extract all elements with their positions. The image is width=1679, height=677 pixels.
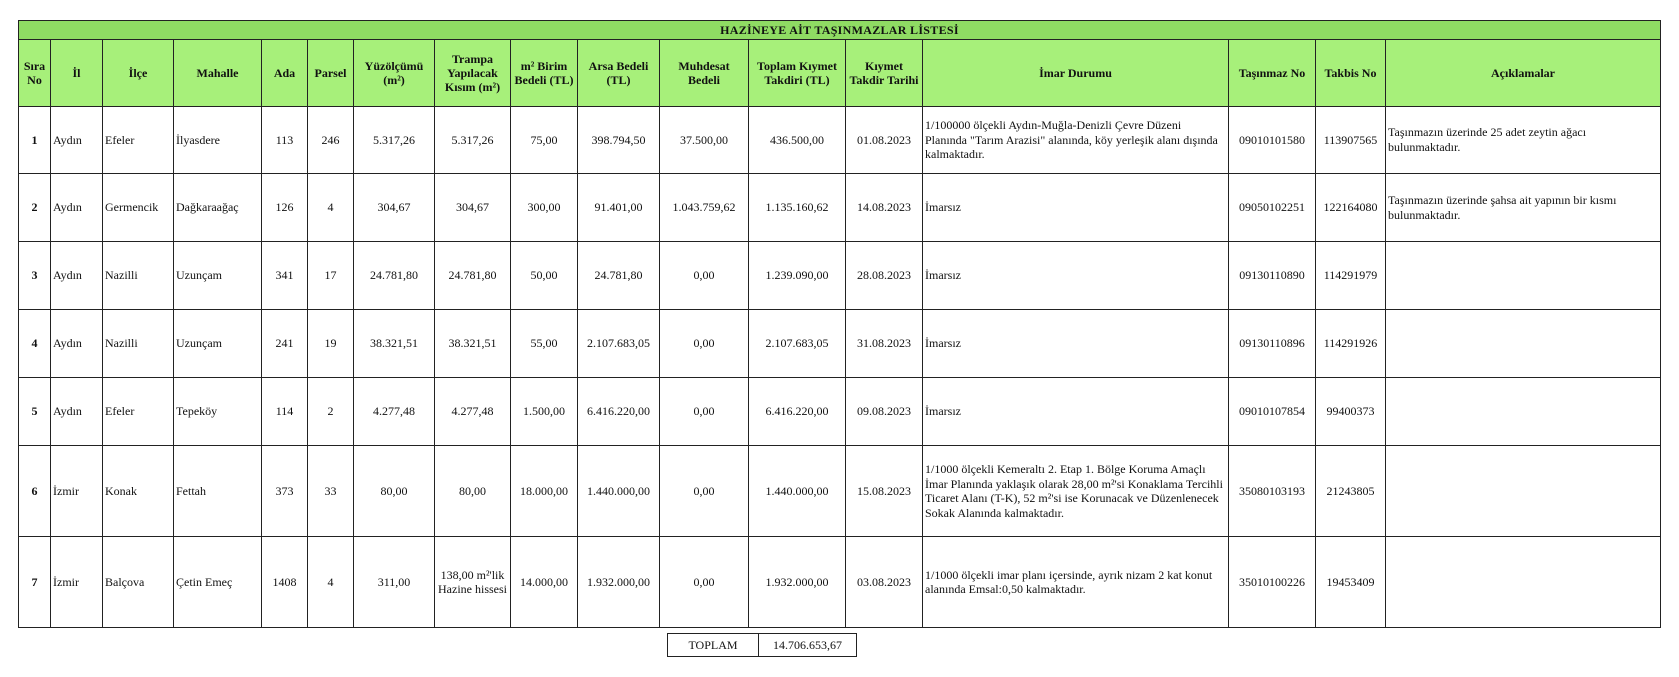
header-ada: Ada xyxy=(262,40,308,107)
cell-muhdesat: 0,00 xyxy=(660,242,749,310)
header-yuzolcumu: Yüzölçümü (m²) xyxy=(354,40,435,107)
cell-sira: 5 xyxy=(19,378,51,446)
cell-trampa: 80,00 xyxy=(435,446,511,537)
cell-birim: 14.000,00 xyxy=(511,537,578,628)
cell-arsa: 6.416.220,00 xyxy=(578,378,660,446)
cell-tarih: 14.08.2023 xyxy=(846,174,923,242)
cell-il: Aydın xyxy=(51,310,103,378)
cell-parsel: 4 xyxy=(308,174,354,242)
header-takbis-no: Takbis No xyxy=(1316,40,1386,107)
table-title: HAZİNEYE AİT TAŞINMAZLAR LİSTESİ xyxy=(19,21,1661,40)
cell-toplam: 6.416.220,00 xyxy=(749,378,846,446)
cell-imar: 1/1000 ölçekli Kemeraltı 2. Etap 1. Bölge Koruma Amaçlı İmar Planında yaklaşık olarak 28,00 m²'si Konaklama Tercihli Ticaret Alanı (T-K), 52 m²'si ise Korunacak ve Düzenlenecek Sokak Alanında kalmaktadır. xyxy=(923,446,1229,537)
cell-trampa: 304,67 xyxy=(435,174,511,242)
header-aciklamalar: Açıklamalar xyxy=(1386,40,1661,107)
property-list-table xyxy=(18,20,1661,628)
total-label: TOPLAM xyxy=(668,634,759,657)
cell-arsa: 2.107.683,05 xyxy=(578,310,660,378)
cell-sira: 2 xyxy=(19,174,51,242)
cell-imar: İmarsız xyxy=(923,310,1229,378)
cell-tarih: 03.08.2023 xyxy=(846,537,923,628)
cell-tarih: 31.08.2023 xyxy=(846,310,923,378)
table-row xyxy=(19,107,1661,174)
cell-aciklama xyxy=(1386,446,1661,537)
header-parsel: Parsel xyxy=(308,40,354,107)
cell-trampa: 24.781,80 xyxy=(435,242,511,310)
cell-takbis: 21243805 xyxy=(1316,446,1386,537)
cell-imar: İmarsız xyxy=(923,378,1229,446)
cell-imar: 1/100000 ölçekli Aydın-Muğla-Denizli Çevre Düzeni Planında "Tarım Arazisi" alanında, köy yerleşik alanı dışında kalmaktadır. xyxy=(923,107,1229,174)
cell-birim: 50,00 xyxy=(511,242,578,310)
cell-takbis: 113907565 xyxy=(1316,107,1386,174)
cell-ilce: Nazilli xyxy=(103,242,174,310)
cell-tasinmaz: 35080103193 xyxy=(1229,446,1316,537)
cell-parsel: 19 xyxy=(308,310,354,378)
cell-toplam: 1.932.000,00 xyxy=(749,537,846,628)
cell-il: Aydın xyxy=(51,174,103,242)
cell-muhdesat: 0,00 xyxy=(660,537,749,628)
cell-parsel: 4 xyxy=(308,537,354,628)
cell-birim: 75,00 xyxy=(511,107,578,174)
cell-tarih: 28.08.2023 xyxy=(846,242,923,310)
cell-muhdesat: 1.043.759,62 xyxy=(660,174,749,242)
cell-il: İzmir xyxy=(51,537,103,628)
cell-tasinmaz: 09010101580 xyxy=(1229,107,1316,174)
header-muhdesat: Muhdesat Bedeli xyxy=(660,40,749,107)
document-page xyxy=(18,20,1661,628)
cell-tarih: 09.08.2023 xyxy=(846,378,923,446)
cell-toplam: 1.239.090,00 xyxy=(749,242,846,310)
cell-tasinmaz: 09050102251 xyxy=(1229,174,1316,242)
header-arsa-bedeli: Arsa Bedeli (TL) xyxy=(578,40,660,107)
cell-takbis: 122164080 xyxy=(1316,174,1386,242)
cell-ilce: Konak xyxy=(103,446,174,537)
cell-ada: 114 xyxy=(262,378,308,446)
cell-il: Aydın xyxy=(51,107,103,174)
total-value: 14.706.653,67 xyxy=(759,634,857,657)
cell-takbis: 114291926 xyxy=(1316,310,1386,378)
header-mahalle: Mahalle xyxy=(174,40,262,107)
header-birim-bedeli: m² Birim Bedeli (TL) xyxy=(511,40,578,107)
cell-tarih: 01.08.2023 xyxy=(846,107,923,174)
cell-ada: 341 xyxy=(262,242,308,310)
cell-mahalle: Fettah xyxy=(174,446,262,537)
cell-imar: 1/1000 ölçekli imar planı içersinde, ayrık nizam 2 kat konut alanında Emsal:0,50 kalmaktadır. xyxy=(923,537,1229,628)
cell-yuzolcumu: 24.781,80 xyxy=(354,242,435,310)
table-row xyxy=(19,446,1661,537)
cell-birim: 300,00 xyxy=(511,174,578,242)
cell-il: İzmir xyxy=(51,446,103,537)
cell-tasinmaz: 09010107854 xyxy=(1229,378,1316,446)
table-row xyxy=(19,242,1661,310)
cell-aciklama: Taşınmazın üzerinde şahsa ait yapının bir kısmı bulunmaktadır. xyxy=(1386,174,1661,242)
cell-yuzolcumu: 304,67 xyxy=(354,174,435,242)
cell-tasinmaz: 35010100226 xyxy=(1229,537,1316,628)
cell-muhdesat: 37.500,00 xyxy=(660,107,749,174)
cell-ilce: Efeler xyxy=(103,378,174,446)
cell-ada: 241 xyxy=(262,310,308,378)
cell-yuzolcumu: 4.277,48 xyxy=(354,378,435,446)
cell-mahalle: İlyasdere xyxy=(174,107,262,174)
header-il: İl xyxy=(51,40,103,107)
cell-tasinmaz: 09130110890 xyxy=(1229,242,1316,310)
cell-parsel: 17 xyxy=(308,242,354,310)
total-table xyxy=(667,633,857,657)
cell-imar: İmarsız xyxy=(923,174,1229,242)
cell-sira: 4 xyxy=(19,310,51,378)
cell-arsa: 1.440.000,00 xyxy=(578,446,660,537)
cell-ilce: Efeler xyxy=(103,107,174,174)
cell-ada: 126 xyxy=(262,174,308,242)
cell-sira: 7 xyxy=(19,537,51,628)
header-toplam: Toplam Kıymet Takdiri (TL) xyxy=(749,40,846,107)
cell-birim: 18.000,00 xyxy=(511,446,578,537)
cell-toplam: 436.500,00 xyxy=(749,107,846,174)
cell-trampa: 138,00 m²'lik Hazine hissesi xyxy=(435,537,511,628)
cell-aciklama xyxy=(1386,537,1661,628)
cell-il: Aydın xyxy=(51,242,103,310)
cell-trampa: 38.321,51 xyxy=(435,310,511,378)
cell-sira: 1 xyxy=(19,107,51,174)
cell-muhdesat: 0,00 xyxy=(660,446,749,537)
cell-parsel: 246 xyxy=(308,107,354,174)
cell-ada: 1408 xyxy=(262,537,308,628)
cell-imar: İmarsız xyxy=(923,242,1229,310)
header-tasinmaz-no: Taşınmaz No xyxy=(1229,40,1316,107)
cell-trampa: 4.277,48 xyxy=(435,378,511,446)
header-imar: İmar Durumu xyxy=(923,40,1229,107)
cell-ilce: Germencik xyxy=(103,174,174,242)
cell-takbis: 114291979 xyxy=(1316,242,1386,310)
cell-takbis: 19453409 xyxy=(1316,537,1386,628)
cell-ilce: Nazilli xyxy=(103,310,174,378)
cell-muhdesat: 0,00 xyxy=(660,310,749,378)
cell-mahalle: Çetin Emeç xyxy=(174,537,262,628)
cell-tasinmaz: 09130110896 xyxy=(1229,310,1316,378)
cell-arsa: 1.932.000,00 xyxy=(578,537,660,628)
header-sira-no: Sıra No xyxy=(19,40,51,107)
cell-aciklama: Taşınmazın üzerinde 25 adet zeytin ağacı bulunmaktadır. xyxy=(1386,107,1661,174)
cell-ada: 113 xyxy=(262,107,308,174)
cell-yuzolcumu: 311,00 xyxy=(354,537,435,628)
cell-muhdesat: 0,00 xyxy=(660,378,749,446)
cell-mahalle: Tepeköy xyxy=(174,378,262,446)
cell-aciklama xyxy=(1386,310,1661,378)
cell-toplam: 1.135.160,62 xyxy=(749,174,846,242)
cell-trampa: 5.317,26 xyxy=(435,107,511,174)
cell-arsa: 24.781,80 xyxy=(578,242,660,310)
cell-sira: 3 xyxy=(19,242,51,310)
cell-mahalle: Uzunçam xyxy=(174,242,262,310)
cell-yuzolcumu: 5.317,26 xyxy=(354,107,435,174)
header-trampa: Trampa Yapılacak Kısım (m²) xyxy=(435,40,511,107)
cell-il: Aydın xyxy=(51,378,103,446)
cell-aciklama xyxy=(1386,242,1661,310)
cell-parsel: 2 xyxy=(308,378,354,446)
cell-ada: 373 xyxy=(262,446,308,537)
cell-mahalle: Uzunçam xyxy=(174,310,262,378)
cell-yuzolcumu: 80,00 xyxy=(354,446,435,537)
cell-yuzolcumu: 38.321,51 xyxy=(354,310,435,378)
cell-toplam: 2.107.683,05 xyxy=(749,310,846,378)
header-ilce: İlçe xyxy=(103,40,174,107)
cell-toplam: 1.440.000,00 xyxy=(749,446,846,537)
cell-tarih: 15.08.2023 xyxy=(846,446,923,537)
header-row xyxy=(19,40,1661,107)
table-row xyxy=(19,174,1661,242)
cell-sira: 6 xyxy=(19,446,51,537)
cell-ilce: Balçova xyxy=(103,537,174,628)
table-row xyxy=(19,378,1661,446)
cell-birim: 1.500,00 xyxy=(511,378,578,446)
table-row xyxy=(19,537,1661,628)
header-tarih: Kıymet Takdir Tarihi xyxy=(846,40,923,107)
cell-aciklama xyxy=(1386,378,1661,446)
cell-arsa: 91.401,00 xyxy=(578,174,660,242)
table-row xyxy=(19,310,1661,378)
cell-mahalle: Dağkaraağaç xyxy=(174,174,262,242)
cell-arsa: 398.794,50 xyxy=(578,107,660,174)
cell-parsel: 33 xyxy=(308,446,354,537)
cell-birim: 55,00 xyxy=(511,310,578,378)
cell-takbis: 99400373 xyxy=(1316,378,1386,446)
